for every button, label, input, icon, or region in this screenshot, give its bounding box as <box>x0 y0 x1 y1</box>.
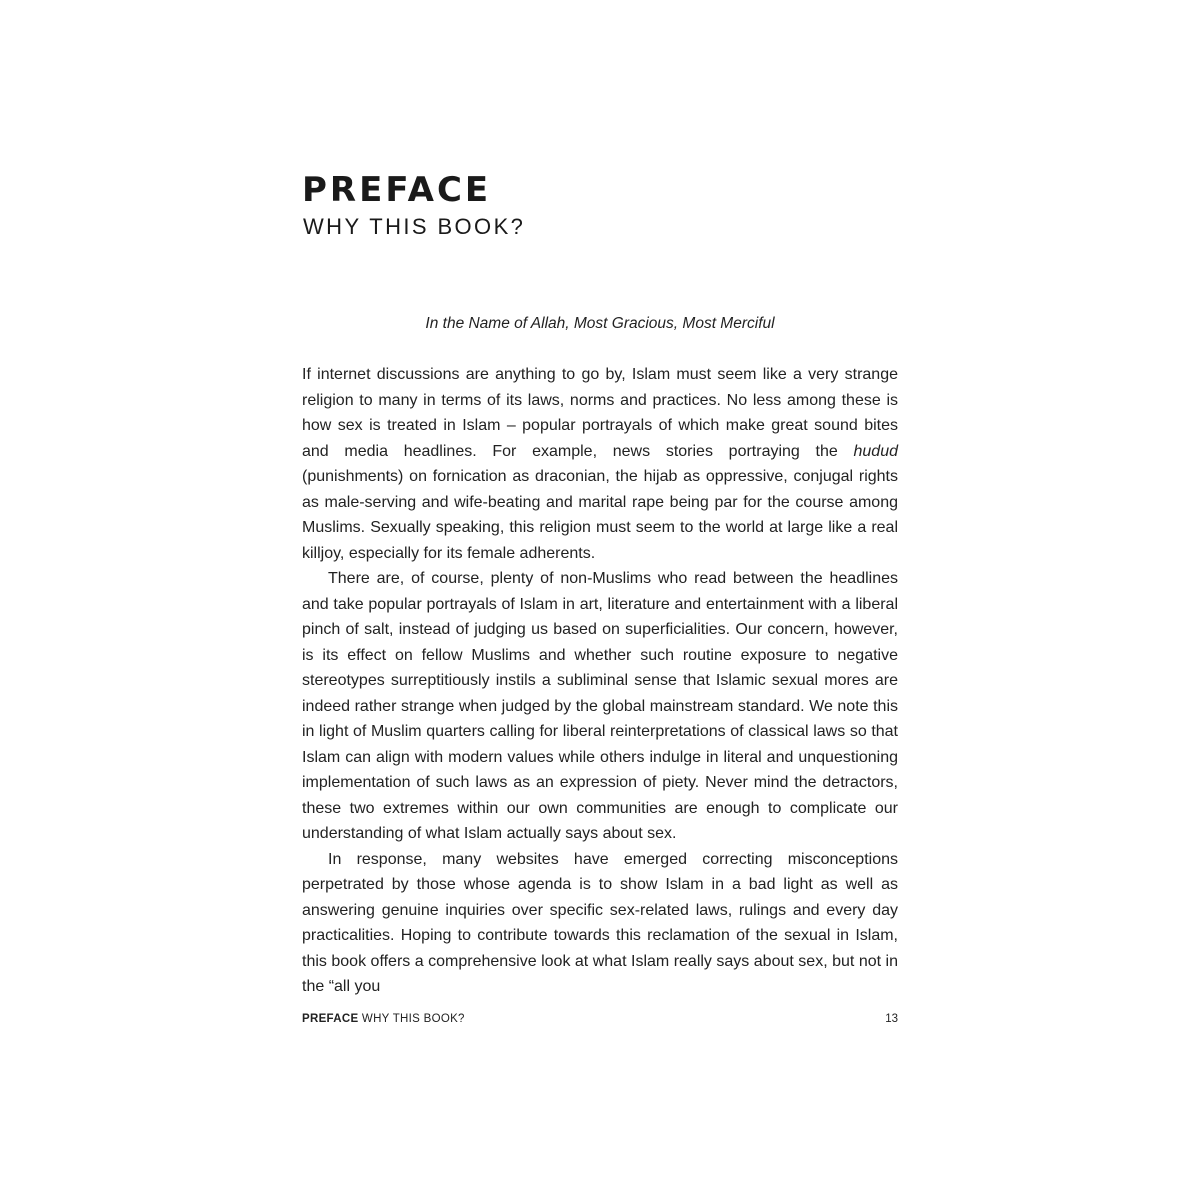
chapter-title: PREFACE <box>302 170 492 210</box>
paragraph-1-italic-term: hudud <box>853 442 898 460</box>
running-head-bold: PREFACE <box>302 1013 359 1025</box>
body-text <box>302 362 898 1000</box>
paragraph-1-part-a: If internet discussions are anything to go by, Islam must seem like a very strange religion to many in terms of its laws, norms and practices. No less among these is how sex is treated in Islam – popular portrayals of which make great sound bites and media headlines. For example, news stories portraying the <box>302 366 898 460</box>
paragraph-2: There are, of course, plenty of non-Muslims who read between the headlines and take popular portrayals of Islam in art, literature and entertainment with a liberal pinch of salt, instead of judging us based on superficialities. Our concern, however, is its effect on fellow Muslims and whether such routine exposure to negative stereotypes surreptitiously instils a subliminal sense that Islamic sexual mores are indeed rather strange when judged by the global mainstream standard. We note this in light of Muslim quarters calling for liberal reinterpretations of classical laws so that Islam can align with modern values while others indulge in literal and unquestioning implementation of such laws as an expression of piety. Never mind the detractors, these two extremes within our own communities are enough to complicate our understanding of what Islam actually says about sex. <box>302 570 898 842</box>
paragraph-3: In response, many websites have emerged correcting misconceptions perpetrated by those whose agenda is to show Islam in a bad light as well as answering genuine inquiries over specific sex-related laws, rulings and every day practicalities. Hoping to contribute towards this reclamation of the sexual in Islam, this book offers a comprehensive look at what Islam really says about sex, but not in the “all you <box>302 850 898 995</box>
paragraph-1 <box>302 362 898 566</box>
paragraph-1-part-b: (punishments) on fornication as draconian, the hijab as oppressive, conjugal rights as male-serving and wife-beating and marital rape being par for the course among Muslims. Sexually speaking, this religion must seem to the world at large like a real killjoy, especially for its female adherents. <box>302 468 898 562</box>
running-head-rest: WHY THIS BOOK? <box>358 1013 465 1025</box>
running-head <box>302 1010 465 1028</box>
invocation-line: In the Name of Allah, Most Gracious, Most Merciful <box>425 315 775 332</box>
page-number: 13 <box>885 1013 898 1025</box>
chapter-subtitle: WHY THIS BOOK? <box>303 214 526 239</box>
page-footer <box>302 1010 898 1028</box>
